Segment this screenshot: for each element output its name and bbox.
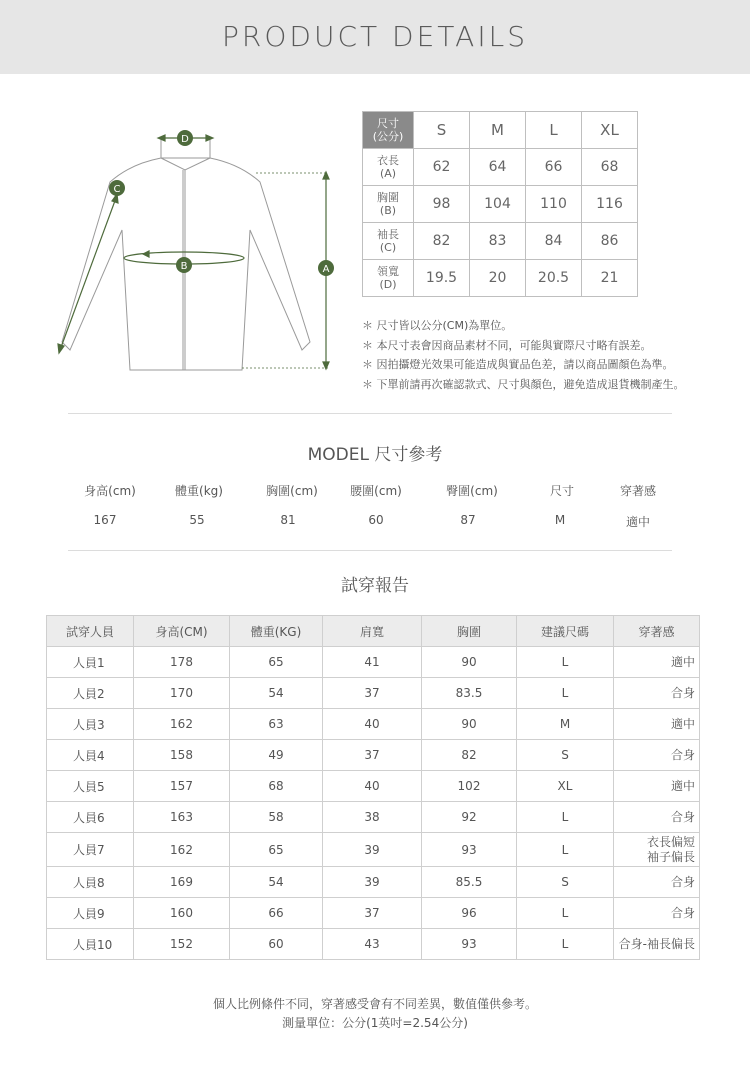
model-label: 身高(cm) — [84, 484, 136, 498]
marker-a — [318, 260, 334, 276]
table-cell: S — [517, 740, 614, 771]
divider — [68, 413, 672, 414]
size-value: 20.5 — [526, 260, 582, 297]
svg-text:C: C — [113, 184, 121, 195]
table-row — [47, 647, 700, 678]
fit-header-cell: 身高(CM) — [134, 616, 230, 647]
table-cell: 82 — [422, 740, 517, 771]
row-label: 衣長 (A) — [363, 149, 414, 186]
size-row-chest — [363, 186, 638, 223]
table-cell: 63 — [230, 709, 323, 740]
table-cell: 162 — [134, 833, 230, 867]
fit-header-cell: 胸圍 — [422, 616, 517, 647]
fit-feel: 合身-袖長偏長 — [614, 929, 700, 960]
size-value: 84 — [526, 223, 582, 260]
table-cell: 157 — [134, 771, 230, 802]
table-cell: 65 — [230, 833, 323, 867]
table-cell: 96 — [422, 898, 517, 929]
tester-name: 人員4 — [47, 740, 134, 771]
fit-feel: 合身 — [614, 867, 700, 898]
table-cell: 39 — [323, 833, 422, 867]
model-value: M — [554, 513, 566, 527]
table-row — [47, 833, 700, 867]
table-cell: 163 — [134, 802, 230, 833]
table-cell: 170 — [134, 678, 230, 709]
model-value: 60 — [368, 513, 384, 527]
model-value: 55 — [189, 513, 205, 527]
table-cell: 152 — [134, 929, 230, 960]
size-value: 21 — [582, 260, 638, 297]
tester-name: 人員9 — [47, 898, 134, 929]
table-cell: 43 — [323, 929, 422, 960]
table-cell: XL — [517, 771, 614, 802]
table-row — [47, 802, 700, 833]
size-row-length — [363, 149, 638, 186]
size-value: 98 — [414, 186, 470, 223]
tester-name: 人員10 — [47, 929, 134, 960]
row-label: 領寬 (D) — [363, 260, 414, 297]
table-cell: 158 — [134, 740, 230, 771]
tester-name: 人員1 — [47, 647, 134, 678]
fit-feel: 適中 — [614, 647, 700, 678]
model-value: 167 — [93, 513, 117, 527]
table-cell: L — [517, 929, 614, 960]
table-cell: L — [517, 802, 614, 833]
tester-name: 人員2 — [47, 678, 134, 709]
header-banner — [0, 0, 750, 74]
size-table — [362, 111, 638, 297]
table-cell: 37 — [323, 898, 422, 929]
model-label: 尺寸 — [549, 484, 575, 498]
note-line: ＊ 尺寸皆以公分(CM)為單位。 — [362, 319, 513, 332]
fit-header-cell: 肩寬 — [323, 616, 422, 647]
table-cell: 40 — [323, 709, 422, 740]
size-value: 83 — [470, 223, 526, 260]
svg-text:A: A — [322, 264, 330, 275]
fit-feel: 適中 — [614, 709, 700, 740]
note-line: ＊ 本尺寸表會因商品素材不同，可能與實際尺寸略有誤差。 — [362, 338, 652, 352]
svg-text:B: B — [180, 261, 188, 272]
marker-d — [177, 130, 193, 146]
fit-header-row — [47, 616, 700, 647]
table-cell: 54 — [230, 867, 323, 898]
table-cell: 37 — [323, 740, 422, 771]
tester-name: 人員5 — [47, 771, 134, 802]
size-value: 104 — [470, 186, 526, 223]
size-value: 19.5 — [414, 260, 470, 297]
table-cell: 93 — [422, 833, 517, 867]
table-row — [47, 709, 700, 740]
table-row — [47, 678, 700, 709]
model-label: 臀圍(cm) — [446, 484, 498, 498]
tester-name: 人員7 — [47, 833, 134, 867]
model-section-title: MODEL 尺寸參考 — [307, 445, 443, 465]
table-cell: 90 — [422, 647, 517, 678]
size-value: 68 — [582, 149, 638, 186]
table-cell: 58 — [230, 802, 323, 833]
note-line: ＊ 下單前請再次確認款式、尺寸與顏色，避免造成退貨機制產生。 — [362, 377, 685, 391]
table-cell: 49 — [230, 740, 323, 771]
marker-b — [176, 257, 192, 273]
size-value: 20 — [470, 260, 526, 297]
divider — [68, 550, 672, 551]
size-header-cell: 尺寸 (公分) — [363, 112, 414, 149]
table-cell: 169 — [134, 867, 230, 898]
fit-feel: 合身 — [614, 802, 700, 833]
model-value: 81 — [280, 513, 296, 527]
table-row — [47, 740, 700, 771]
table-cell: M — [517, 709, 614, 740]
model-label: 腰圍(cm) — [350, 484, 402, 498]
size-row-sleeve — [363, 223, 638, 260]
fit-header-cell: 建議尺碼 — [517, 616, 614, 647]
fit-header-cell: 穿著感 — [614, 616, 700, 647]
fit-report-table — [46, 615, 700, 960]
table-row — [47, 867, 700, 898]
size-value: 116 — [582, 186, 638, 223]
table-cell: L — [517, 898, 614, 929]
fit-feel: 合身 — [614, 678, 700, 709]
table-cell: 38 — [323, 802, 422, 833]
tester-name: 人員3 — [47, 709, 134, 740]
table-row — [47, 898, 700, 929]
fit-feel: 合身 — [614, 898, 700, 929]
table-cell: 160 — [134, 898, 230, 929]
model-value: 適中 — [625, 515, 651, 529]
table-cell: L — [517, 647, 614, 678]
size-value: 110 — [526, 186, 582, 223]
table-cell: 60 — [230, 929, 323, 960]
size-value: 82 — [414, 223, 470, 260]
size-s: S — [414, 112, 470, 149]
size-row-collar — [363, 260, 638, 297]
row-label: 袖長 (C) — [363, 223, 414, 260]
table-cell: 92 — [422, 802, 517, 833]
jacket-measurement-diagram — [50, 120, 350, 380]
size-value: 66 — [526, 149, 582, 186]
table-cell: 54 — [230, 678, 323, 709]
size-header-row — [363, 112, 638, 149]
table-cell: 39 — [323, 867, 422, 898]
table-cell: 85.5 — [422, 867, 517, 898]
tester-name: 人員6 — [47, 802, 134, 833]
table-cell: L — [517, 833, 614, 867]
size-value: 62 — [414, 149, 470, 186]
table-cell: 41 — [323, 647, 422, 678]
table-cell: 40 — [323, 771, 422, 802]
fit-feel: 適中 — [614, 771, 700, 802]
row-label: 胸圍 (B) — [363, 186, 414, 223]
page-title: PRODUCT DETAILS — [222, 20, 528, 53]
size-notes — [362, 316, 685, 394]
size-m: M — [470, 112, 526, 149]
table-cell: 178 — [134, 647, 230, 678]
size-xl: XL — [582, 112, 638, 149]
table-cell: 162 — [134, 709, 230, 740]
table-row — [47, 771, 700, 802]
model-label: 體重(kg) — [175, 484, 223, 498]
fit-feel: 衣長偏短 袖子偏長 — [614, 833, 700, 867]
size-value: 86 — [582, 223, 638, 260]
tester-name: 人員8 — [47, 867, 134, 898]
fit-header-cell: 試穿人員 — [47, 616, 134, 647]
table-cell: L — [517, 678, 614, 709]
fit-header-cell: 體重(KG) — [230, 616, 323, 647]
model-label: 穿著感 — [619, 484, 657, 498]
footer-unit-note: 測量單位：公分(1英吋=2.54公分) — [282, 1016, 468, 1030]
table-row — [47, 929, 700, 960]
table-cell: 68 — [230, 771, 323, 802]
table-cell: S — [517, 867, 614, 898]
table-cell: 90 — [422, 709, 517, 740]
model-value: 87 — [460, 513, 476, 527]
model-label: 胸圍(cm) — [266, 484, 318, 498]
table-cell: 65 — [230, 647, 323, 678]
fit-report-title: 試穿報告 — [341, 576, 409, 596]
table-cell: 102 — [422, 771, 517, 802]
size-value: 64 — [470, 149, 526, 186]
table-cell: 66 — [230, 898, 323, 929]
footer-disclaimer: 個人比例條件不同，穿著感受會有不同差異，數值僅供參考。 — [212, 997, 537, 1011]
note-line: ＊ 因拍攝燈光效果可能造成與實品色差，請以商品圖顏色為準。 — [362, 358, 674, 371]
table-cell: 93 — [422, 929, 517, 960]
marker-c — [109, 180, 125, 196]
svg-text:D: D — [181, 134, 189, 145]
table-cell: 83.5 — [422, 678, 517, 709]
fit-feel: 合身 — [614, 740, 700, 771]
size-l: L — [526, 112, 582, 149]
table-cell: 37 — [323, 678, 422, 709]
